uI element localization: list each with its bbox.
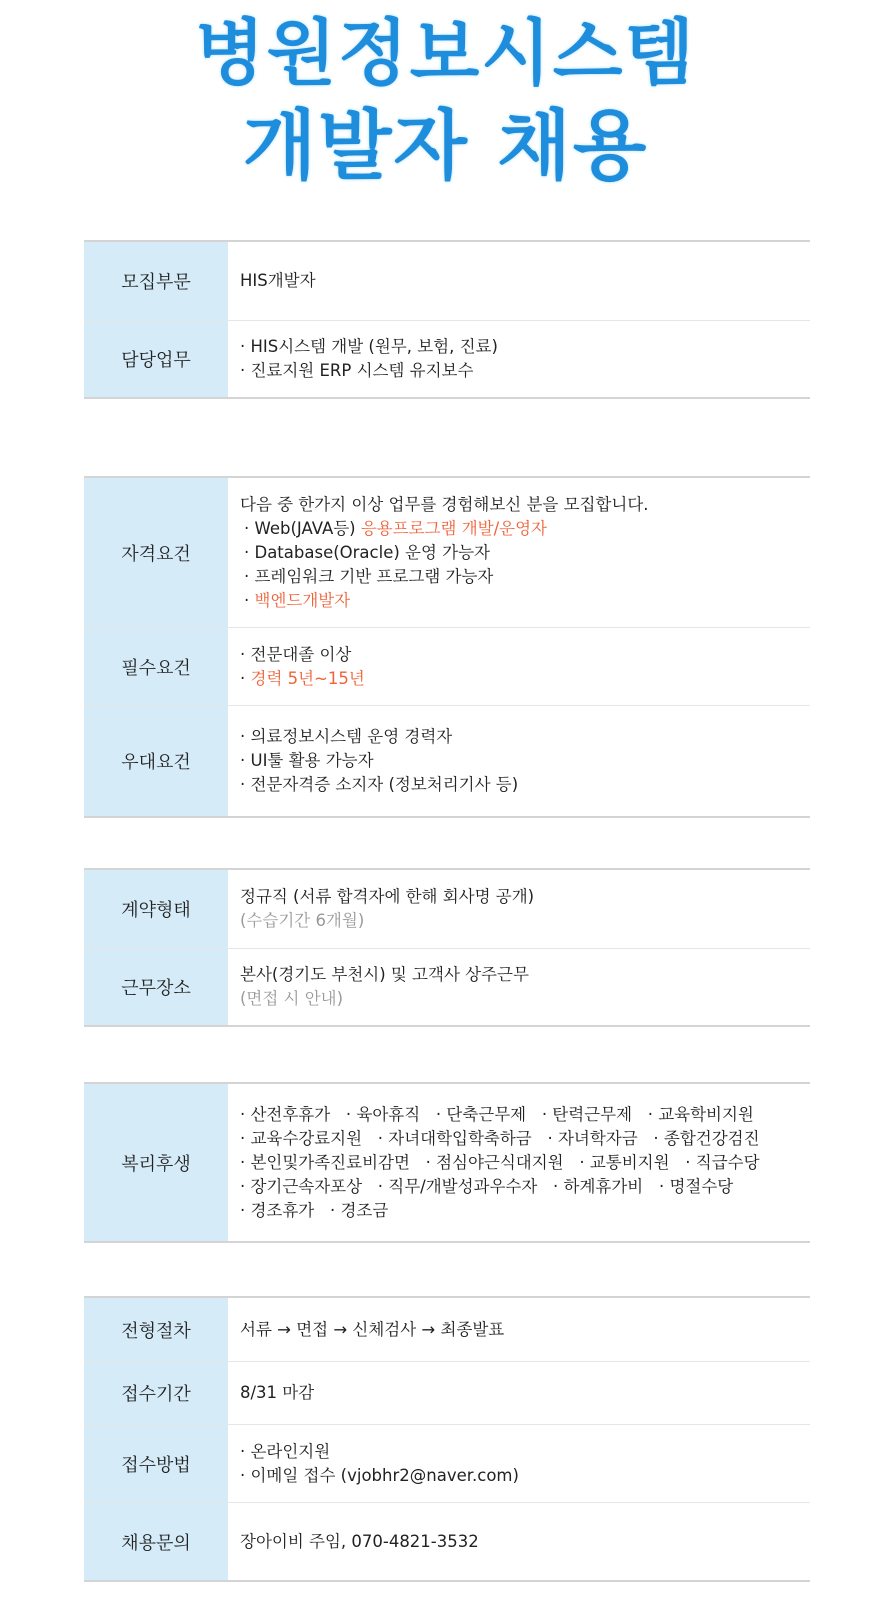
contract-type-sub: (수습기간 6개월) xyxy=(240,911,365,930)
value-field xyxy=(228,242,810,320)
duty-line: · HIS시스템 개발 (원무, 보험, 진료) xyxy=(240,337,498,356)
row-duty xyxy=(84,320,810,397)
preferred-line: · UI툴 활용 가능자 xyxy=(240,751,374,770)
welfare-line: · 경조휴가 · 경조금 xyxy=(240,1200,389,1220)
label-qualification: 자격요건 xyxy=(84,478,228,627)
value-contact xyxy=(228,1503,810,1580)
section-recruit xyxy=(84,240,810,399)
qual-backend-highlight: 백엔드개발자 xyxy=(254,590,351,610)
row-field xyxy=(84,242,810,320)
row-welfare xyxy=(84,1084,810,1241)
row-method xyxy=(84,1424,810,1502)
welfare-line: · 산전후휴가 · 육아휴직 · 단축근무제 · 탄력근무제 · 교육학비지원 xyxy=(240,1104,754,1124)
label-contract-type: 계약형태 xyxy=(84,870,228,948)
qual-db: · Database(Oracle) 운영 가능자 xyxy=(244,542,490,562)
contact-text: 장아이비 주임, 070-4821-3532 xyxy=(240,1531,479,1551)
label-period: 접수기간 xyxy=(84,1362,228,1424)
qual-web-highlight: 응용프로그램 개발/운영자 xyxy=(360,518,547,538)
value-contract-type xyxy=(228,870,810,948)
value-period xyxy=(228,1362,810,1424)
section-requirements xyxy=(84,476,810,818)
method-email-line[interactable]: · 이메일 접수 (vjobhr2@naver.com) xyxy=(240,1465,519,1485)
label-workplace: 근무장소 xyxy=(84,949,228,1025)
label-method: 접수방법 xyxy=(84,1425,228,1502)
contract-type-text: 정규직 (서류 합격자에 한해 회사명 공개) xyxy=(240,887,535,906)
hero-title-line2: 개발자 채용 xyxy=(242,101,649,190)
value-workplace xyxy=(228,949,810,1025)
row-period xyxy=(84,1361,810,1424)
mandatory-line: · 전문대졸 이상 xyxy=(240,644,352,664)
method-line: · 온라인지원 xyxy=(240,1441,331,1461)
welfare-line: · 장기근속자포상 · 직무/개발성과우수자 · 하계휴가비 · 명절수당 xyxy=(240,1176,734,1196)
welfare-line: · 본인및가족진료비감면 · 점심야근식대지원 · 교통비지원 · 직급수당 xyxy=(240,1152,760,1172)
section-contract xyxy=(84,868,810,1027)
value-process-steps xyxy=(228,1298,810,1361)
label-process-steps: 전형절차 xyxy=(84,1298,228,1361)
preferred-line: · 의료정보시스템 운영 경력자 xyxy=(240,727,453,746)
label-mandatory: 필수요건 xyxy=(84,628,228,705)
mandatory-career xyxy=(240,667,810,691)
value-welfare xyxy=(228,1084,810,1241)
row-preferred xyxy=(84,705,810,816)
mandatory-career-highlight: 경력 5년~15년 xyxy=(250,668,365,688)
hero-title-line1: 병원정보시스템 xyxy=(195,11,696,95)
workplace-sub: (면접 시 안내) xyxy=(240,989,344,1008)
preferred-line: · 전문자격증 소지자 (정보처리기사 등) xyxy=(240,775,519,794)
qual-backend xyxy=(240,589,810,613)
row-process-steps xyxy=(84,1298,810,1361)
value-duty xyxy=(228,321,810,397)
duty-line: · 진료지원 ERP 시스템 유지보수 xyxy=(240,361,474,380)
label-welfare: 복리후생 xyxy=(84,1084,228,1241)
value-preferred xyxy=(228,706,810,816)
qual-intro: 다음 중 한가지 이상 업무를 경험해보신 분을 모집합니다. xyxy=(240,494,649,514)
row-contact xyxy=(84,1502,810,1580)
qual-web xyxy=(240,517,810,541)
label-preferred: 우대요건 xyxy=(84,706,228,816)
qual-web-prefix: · Web(JAVA등) xyxy=(244,518,361,538)
process-steps-text: 서류 → 면접 → 신체검사 → 최종발표 xyxy=(240,1319,505,1339)
welfare-line: · 교육수강료지원 · 자녀대학입학축하금 · 자녀학자금 · 종합건강검진 xyxy=(240,1128,760,1148)
label-duty: 담당업무 xyxy=(84,321,228,397)
period-text: 8/31 마감 xyxy=(240,1383,315,1402)
qual-framework: · 프레임워크 기반 프로그램 가능자 xyxy=(244,566,494,586)
mandatory-career-prefix: · xyxy=(240,668,251,688)
section-welfare xyxy=(84,1082,810,1243)
hero-banner xyxy=(0,0,891,210)
qual-backend-prefix: · xyxy=(244,590,255,610)
label-contact: 채용문의 xyxy=(84,1503,228,1580)
field-text: HIS개발자 xyxy=(240,271,316,290)
row-workplace xyxy=(84,948,810,1025)
value-mandatory xyxy=(228,628,810,705)
workplace-text: 본사(경기도 부천시) 및 고객사 상주근무 xyxy=(240,965,529,984)
value-method xyxy=(228,1425,810,1502)
label-field: 모집부문 xyxy=(84,242,228,320)
row-qualification xyxy=(84,478,810,627)
row-mandatory xyxy=(84,627,810,705)
value-qualification xyxy=(228,478,810,627)
row-contract-type xyxy=(84,870,810,948)
section-process xyxy=(84,1296,810,1582)
